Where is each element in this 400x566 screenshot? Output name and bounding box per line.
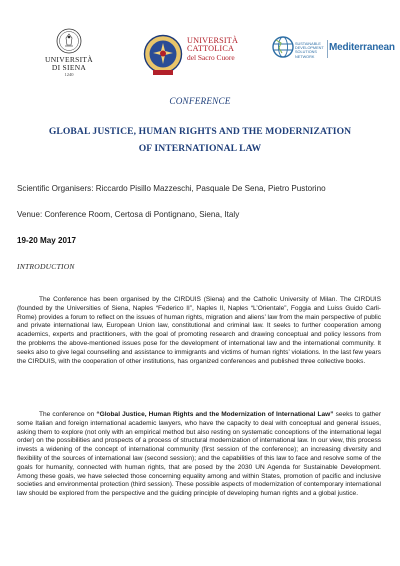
conference-title [40,123,360,157]
introduction-paragraph-1: The Conference has been organised by the CIRDUIS (Siena) and the Catholic University of Milan. The CIRDUIS (founded by the Universities of Siena, Naples “Federico II”, Naples II, Naples “L’Orientale”, Foggia and Luiss Guido Carli-Rome) provides a forum to reflect on the issues of human rights, migration and aliens’ law from the main perspective of public and private international law, European Union law, constitutional and criminal law. It seeks to further cooperation among academics, experts and practitioners, with the goal of promoting research and drawing conceptual and policy lessons from the problems the above-mentioned issues pose for the development of international law and the international community. It seeks also to give legal counselling and assistance to immigrants and victims of human rights’ violations. In the last few years the CIRDUIS, with the cooperation of other institutions, has organized conferences and published three collective books. [17,296,381,365]
cattolica-line3: del Sacro Cuore [187,52,235,62]
introduction-paragraph-2 [17,411,381,499]
document-kicker: CONFERENCE [169,96,231,106]
paragraph-2-conference-name: “Global Justice, Human Rights and the Modernization of International Law” [96,411,334,418]
sdsn-tagline: SUSTAINABLE DEVELOPMENT SOLUTIONS NETWORK [295,42,324,59]
paragraph-2-lead: The conference on [39,411,97,418]
venue: Venue: Conference Room, Certosa di Pontignano, Siena, Italy [17,210,240,219]
siena-line2: DI SIENA [51,63,87,72]
sdsn-name: Mediterranean [329,42,395,53]
conference-dates: 19-20 May 2017 [17,236,76,245]
cattolica-line1: UNIVERSITÀ [187,36,239,45]
logo-divider [327,40,328,58]
scientific-organisers: Scientific Organisers: Riccardo Pisillo Mazzeschi, Pasquale De Sena, Pietro Pustorino [17,184,326,193]
sdsn-globe-icon [272,34,294,60]
introduction-heading: INTRODUCTION [17,262,75,271]
university-of-siena-logo [40,28,98,77]
cattolica-name [187,37,238,62]
cattolica-seal-icon [143,34,183,78]
paragraph-2-body: seeks to gather some Italian and foreign international academic lawyers, who have the capacity to deal with conceptual and general issues, asking them to explore (not only with an empirical method but also resting on systematic conceptions of the international legal order) on the possibilities and prospects of a process of structural modernization of international law. In our view, this process invests a widening of the concept of international community (first session of the conference); an increasing diversity and flexibility of the sources of international law (second session); and the capabilities of this law to face and resolve some of the goals for humanity, connected with human rights, that are posed by the 2030 UN Agenda for Sustainable Development. Among these goals, we have selected those concerning equality among and within States, promotion of pacific and inclusive societies and environmental protection (third session). These possible aspects of modernization of contemporary international law should be explored from the perspective and the guiding principle of developing human rights and a global justice. [17,411,381,498]
title-line2: OF INTERNATIONAL LAW [138,143,262,154]
cattolica-logo [143,28,253,82]
logo-row [0,28,400,84]
siena-line1: UNIVERSITÀ [45,55,93,64]
title-line1: GLOBAL JUSTICE, HUMAN RIGHTS AND THE MODERNIZATION [48,126,352,137]
siena-line3: 1240 [64,72,74,77]
cattolica-line2: CATTOLICA [187,44,235,54]
sdsn-mediterranean-logo [272,32,395,72]
siena-seal-icon [56,28,82,54]
